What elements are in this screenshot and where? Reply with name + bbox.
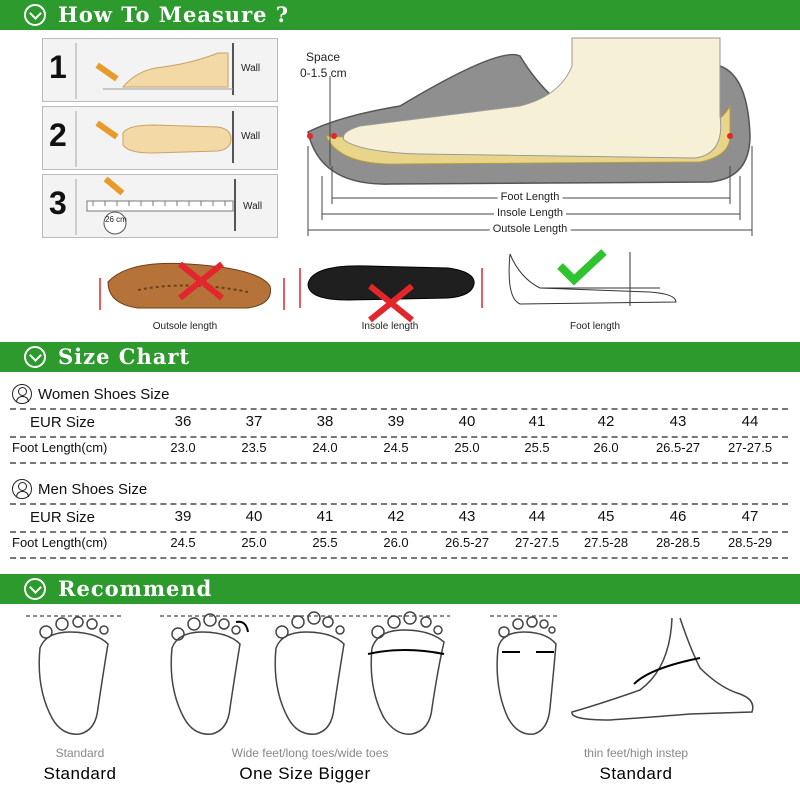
recommend-caption-small: thin feet/high instep (583, 746, 689, 760)
section-title: Recommend (58, 576, 213, 601)
space-range-label: 0-1.5 cm (300, 66, 347, 80)
eur-size-cell: 42 (597, 413, 615, 430)
measure-step-3 (42, 174, 278, 238)
wall-label: Wall (241, 63, 261, 74)
foot-length-cell: 27-27.5 (514, 535, 560, 550)
foot-length-cell: 23.5 (241, 440, 267, 455)
foot-length-cell: 24.5 (170, 535, 196, 550)
person-icon (12, 384, 32, 404)
cross-icon (172, 258, 232, 308)
women-table-title: Women Shoes Size (12, 384, 169, 404)
step-number: 1 (49, 49, 67, 85)
eur-size-cell: 39 (387, 413, 405, 430)
eur-size-cell: 42 (387, 508, 405, 525)
foot-length-cell: 24.5 (383, 440, 409, 455)
foot-length-cell: 26.5-27 (444, 535, 490, 550)
section-title: Size Chart (58, 344, 191, 369)
insole-length-label: Insole Length (494, 207, 566, 219)
eur-size-label: EUR Size (30, 414, 96, 431)
foot-length-label: Foot Length (498, 191, 563, 203)
recommend-caption: Standard (599, 764, 673, 783)
length-tag: 26 cm (105, 215, 127, 224)
measure-step-2 (42, 106, 278, 170)
eur-size-cell: 37 (245, 413, 263, 430)
section-title: How To Measure ? (58, 2, 290, 27)
feet-outline-illustrations (0, 608, 800, 748)
foot-length-cell: 26.0 (383, 535, 409, 550)
foot-length-label: Foot Length(cm) (12, 535, 108, 550)
foot-length-cell: 23.0 (170, 440, 196, 455)
example-label: Foot length (569, 321, 621, 332)
chevron-down-icon (24, 578, 46, 600)
eur-size-cell: 40 (245, 508, 263, 525)
eur-size-cell: 40 (458, 413, 476, 430)
recommend-caption-small: Standard (55, 746, 105, 760)
foot-length-cell: 27.5-28 (583, 535, 629, 550)
eur-size-cell: 44 (741, 413, 759, 430)
chevron-down-icon (24, 346, 46, 368)
example-label: Insole length (361, 321, 419, 332)
eur-size-cell: 44 (528, 508, 546, 525)
eur-size-cell: 41 (528, 413, 546, 430)
recommend-caption: One Size Bigger (239, 764, 371, 783)
eur-size-cell: 43 (669, 413, 687, 430)
foot-length-cell: 26.5-27 (655, 440, 701, 455)
size-chart-banner (0, 342, 800, 372)
eur-size-label: EUR Size (30, 509, 96, 526)
eur-size-cell: 47 (741, 508, 759, 525)
person-icon (12, 479, 32, 499)
wall-label: Wall (241, 131, 261, 142)
measure-step-1 (42, 38, 278, 102)
eur-size-cell: 38 (316, 413, 334, 430)
foot-length-cell: 25.5 (312, 535, 338, 550)
eur-size-cell: 41 (316, 508, 334, 525)
foot-length-cell: 24.0 (312, 440, 338, 455)
eur-size-cell: 46 (669, 508, 687, 525)
eur-size-cell: 45 (597, 508, 615, 525)
chevron-down-icon (24, 4, 46, 26)
space-label: Space (306, 50, 341, 64)
step-number: 3 (49, 185, 67, 221)
foot-length-label: Foot Length(cm) (12, 440, 108, 455)
foot-length-cell: 27-27.5 (727, 440, 773, 455)
foot-length-cell: 25.5 (524, 440, 550, 455)
recommend-banner (0, 574, 800, 604)
foot-length-cell: 25.0 (454, 440, 480, 455)
outsole-length-label: Outsole Length (490, 223, 571, 235)
recommend-caption: Standard (43, 764, 117, 783)
eur-size-cell: 36 (174, 413, 192, 430)
foot-length-cell: 25.0 (241, 535, 267, 550)
foot-length-cell: 26.0 (593, 440, 619, 455)
men-table-title: Men Shoes Size (12, 479, 147, 499)
recommend-caption-small: Wide feet/long toes/wide toes (231, 746, 389, 760)
how-to-measure-banner (0, 0, 800, 30)
foot-length-cell: 28-28.5 (655, 535, 701, 550)
check-icon (558, 250, 608, 286)
foot-length-cell: 28.5-29 (727, 535, 773, 550)
eur-size-cell: 39 (174, 508, 192, 525)
step-number: 2 (49, 117, 67, 153)
eur-size-cell: 43 (458, 508, 476, 525)
wall-label: Wall (243, 201, 263, 212)
example-label: Outsole length (152, 321, 218, 332)
